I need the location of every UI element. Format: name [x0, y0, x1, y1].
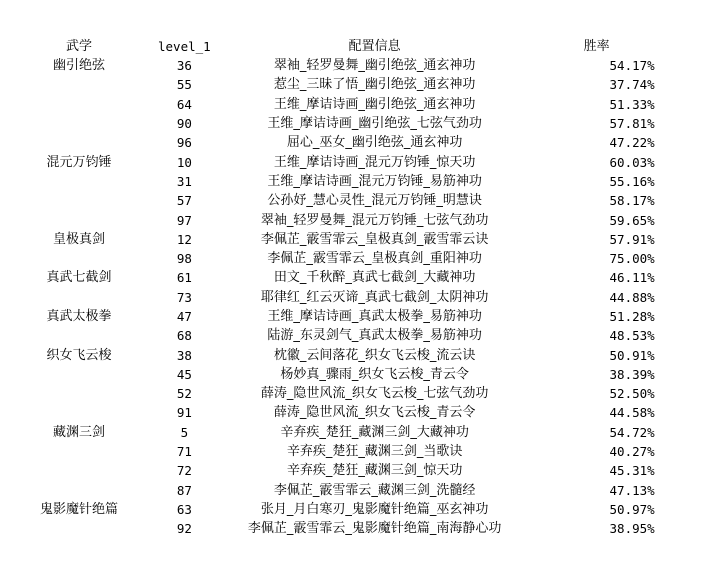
- table-row: [0, 326, 655, 345]
- header-row: [0, 37, 655, 56]
- table-row: [0, 152, 655, 171]
- cell-level: 92: [176, 521, 192, 537]
- cell-config: 枕徽_云间落花_织女飞云梭_流云诀: [273, 347, 476, 363]
- table-row: [0, 481, 655, 500]
- cell-wuxue: 真武七截剑: [46, 270, 112, 286]
- table-row: [0, 172, 655, 191]
- results-table-container: [0, 37, 655, 538]
- cell-config: 王维_摩诘诗画_幽引绝弦_七弦气劲功: [267, 116, 482, 132]
- cell-wuxue: 混元万钧锤: [46, 154, 112, 170]
- cell-wuxue: [0, 461, 158, 480]
- cell-level: 96: [176, 135, 192, 151]
- cell-rate: 44.88%: [609, 289, 655, 305]
- cell-config: 张月_月白寒刃_鬼影魔针绝篇_巫玄神功: [260, 501, 489, 517]
- cell-level: 57: [176, 193, 192, 209]
- cell-wuxue: [0, 365, 158, 384]
- cell-config: 杨妙真_骤雨_织女飞云梭_青云令: [280, 366, 469, 382]
- cell-level: 91: [176, 405, 192, 421]
- cell-rate: 57.81%: [609, 116, 655, 132]
- cell-rate: 44.58%: [609, 405, 655, 421]
- cell-level: 87: [176, 482, 192, 498]
- cell-rate: 45.31%: [609, 463, 655, 479]
- cell-config: 王维_摩诘诗画_真武太极拳_易筋神功: [267, 309, 482, 324]
- table-row: [0, 230, 655, 249]
- table-row: [0, 249, 655, 268]
- cell-level: 68: [176, 328, 192, 344]
- cell-wuxue: [0, 191, 158, 210]
- cell-level: 10: [176, 154, 192, 170]
- header-wuxue: 武学: [65, 39, 92, 54]
- cell-config: 惹尘_三昧了悟_幽引绝弦_通玄神功: [273, 77, 476, 93]
- cell-wuxue: [0, 288, 158, 307]
- cell-wuxue: [0, 75, 158, 94]
- cell-level: 12: [176, 231, 192, 247]
- table-row: [0, 403, 655, 422]
- cell-rate: 46.11%: [609, 270, 655, 286]
- cell-rate: 47.13%: [609, 482, 655, 498]
- cell-rate: 58.17%: [609, 193, 655, 209]
- cell-config: 李佩芷_霰雪霏云_皇极真剑_霰雪霏云诀: [260, 231, 489, 247]
- cell-wuxue: [0, 442, 158, 461]
- cell-wuxue: [0, 133, 158, 152]
- cell-rate: 50.91%: [609, 347, 655, 363]
- cell-config: 王维_摩诘诗画_混元万钧锤_惊天功: [273, 154, 476, 170]
- cell-config: 辛弃疾_楚狂_藏渊三剑_当歌诀: [286, 444, 463, 460]
- table-row: [0, 56, 655, 75]
- results-table: [0, 37, 655, 538]
- cell-level: 31: [176, 173, 192, 189]
- cell-wuxue: 鬼影魔针绝篇: [39, 501, 118, 517]
- table-row: [0, 461, 655, 480]
- cell-wuxue: 藏渊三剑: [52, 424, 105, 440]
- cell-rate: 75.00%: [609, 251, 655, 267]
- cell-rate: 47.22%: [609, 135, 655, 151]
- cell-level: 73: [176, 289, 192, 305]
- cell-config: 翠袖_轻罗曼舞_幽引绝弦_通玄神功: [273, 58, 476, 74]
- cell-level: 64: [176, 96, 192, 112]
- cell-level: 71: [176, 444, 192, 460]
- cell-rate: 48.53%: [609, 328, 655, 344]
- cell-config: 王维_摩诘诗画_混元万钧锤_易筋神功: [267, 173, 482, 189]
- cell-wuxue: [0, 326, 158, 345]
- cell-wuxue: 真武太极拳: [46, 309, 112, 324]
- cell-level: 47: [176, 309, 192, 324]
- cell-config: 李佩芷_霰雪霏云_藏渊三剑_洗髓经: [273, 482, 476, 498]
- cell-rate: 60.03%: [609, 154, 655, 170]
- cell-wuxue: [0, 249, 158, 268]
- cell-level: 52: [176, 386, 192, 402]
- cell-rate: 54.72%: [609, 424, 655, 440]
- table-row: [0, 519, 655, 538]
- table-row: [0, 423, 655, 442]
- cell-rate: 57.91%: [609, 231, 655, 247]
- table-row: [0, 210, 655, 229]
- cell-rate: 52.50%: [609, 386, 655, 402]
- cell-config: 辛弃疾_楚狂_藏渊三剑_大藏神功: [280, 424, 469, 440]
- cell-rate: 38.95%: [609, 521, 655, 537]
- cell-level: 97: [176, 212, 192, 228]
- cell-rate: 38.39%: [609, 366, 655, 382]
- table-row: [0, 307, 655, 326]
- cell-config: 屈心_巫女_幽引绝弦_通玄神功: [286, 135, 463, 151]
- cell-wuxue: 幽引绝弦: [52, 58, 105, 74]
- cell-wuxue: [0, 481, 158, 500]
- cell-wuxue: [0, 114, 158, 133]
- table-row: [0, 365, 655, 384]
- cell-rate: 40.27%: [609, 444, 655, 460]
- header-level: level_1: [158, 39, 211, 54]
- cell-wuxue: [0, 95, 158, 114]
- cell-wuxue: 皇极真剑: [52, 231, 105, 247]
- cell-rate: 55.16%: [609, 173, 655, 189]
- table-row: [0, 133, 655, 152]
- cell-rate: 51.28%: [609, 309, 655, 324]
- cell-level: 36: [176, 58, 192, 74]
- cell-config: 陆游_东灵剑气_真武太极拳_易筋神功: [267, 328, 482, 344]
- cell-config: 薛涛_隐世风流_织女飞云梭_七弦气劲功: [260, 386, 489, 402]
- cell-config: 李佩芷_霰雪霏云_皇极真剑_重阳神功: [267, 251, 482, 267]
- table-row: [0, 500, 655, 519]
- table-row: [0, 288, 655, 307]
- cell-level: 72: [176, 463, 192, 479]
- cell-wuxue: [0, 210, 158, 229]
- table-row: [0, 384, 655, 403]
- table-body: [0, 56, 655, 538]
- cell-rate: 59.65%: [609, 212, 655, 228]
- cell-config: 耶律红_红云灭谛_真武七截剑_太阴神功: [260, 289, 489, 305]
- cell-config: 翠袖_轻罗曼舞_混元万钧锤_七弦气劲功: [260, 212, 489, 228]
- cell-level: 90: [176, 116, 192, 132]
- cell-level: 38: [176, 347, 192, 363]
- table-row: [0, 442, 655, 461]
- cell-rate: 50.97%: [609, 501, 655, 517]
- cell-level: 98: [176, 251, 192, 267]
- cell-rate: 54.17%: [609, 58, 655, 74]
- cell-level: 61: [176, 270, 192, 286]
- cell-config: 辛弃疾_楚狂_藏渊三剑_惊天功: [286, 463, 463, 479]
- cell-level: 45: [176, 366, 192, 382]
- cell-level: 55: [176, 77, 192, 93]
- cell-rate: 37.74%: [609, 77, 655, 93]
- cell-level: 63: [176, 501, 192, 517]
- cell-config: 薛涛_隐世风流_织女飞云梭_青云令: [273, 405, 476, 421]
- cell-wuxue: [0, 403, 158, 422]
- cell-wuxue: 织女飞云梭: [46, 347, 112, 363]
- cell-wuxue: [0, 519, 158, 538]
- table-row: [0, 95, 655, 114]
- cell-config: 李佩芷_霰雪霏云_鬼影魔针绝篇_南海静心功: [247, 521, 502, 537]
- table-row: [0, 345, 655, 364]
- cell-level: 5: [180, 424, 189, 440]
- table-row: [0, 191, 655, 210]
- cell-wuxue: [0, 172, 158, 191]
- cell-config: 公孙妤_慧心灵性_混元万钧锤_明慧诀: [267, 193, 482, 209]
- header-rate: 胜率: [583, 39, 610, 54]
- cell-config: 田文_千秋醉_真武七截剑_大藏神功: [273, 270, 476, 286]
- table-row: [0, 268, 655, 287]
- header-config: 配置信息: [348, 39, 401, 54]
- table-row: [0, 75, 655, 94]
- cell-rate: 51.33%: [609, 96, 655, 112]
- table-row: [0, 114, 655, 133]
- cell-wuxue: [0, 384, 158, 403]
- cell-config: 王维_摩诘诗画_幽引绝弦_通玄神功: [273, 96, 476, 112]
